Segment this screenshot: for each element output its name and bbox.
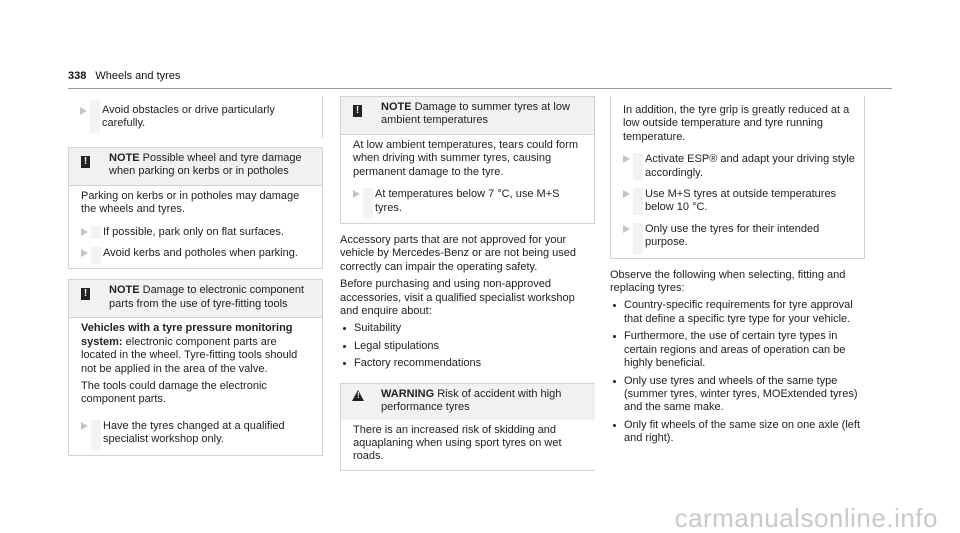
arrow-bullet-icon [81,249,88,257]
exclamation-icon: ! [81,288,90,300]
note-title: Damage to electronic component parts from the use of tyre-fitting tools [109,284,305,310]
list-item: Only fit wheels of the same size on one axle (left and right). [610,419,865,446]
column-2 [340,96,595,471]
note-body-bold: Vehicles with a tyre pressure monitoring system: [81,322,293,348]
list-item [69,243,322,268]
list-item: Factory recommendations [340,357,595,370]
list-item: Suitability [340,322,595,335]
note-box-1 [68,147,323,270]
bullet-shade [633,223,643,254]
list-item: Country-specific requirements for tyre approval that define a specific tyre type for your vehicle. [610,299,865,326]
bullet-shade [91,420,101,451]
note-header [69,148,322,185]
note-header [69,280,322,317]
note-header [341,97,594,134]
exclamation-icon: ! [81,156,90,168]
bullet-shade [90,100,100,133]
column-1 [68,96,323,456]
list-item [611,219,864,258]
bullet-text: At temperatures below 7 °C, use M+S tyres. [375,188,560,214]
list-item [69,222,322,243]
continued-warning-box [610,96,865,259]
bullet-text: Activate ESP® and adapt your driving style accordingly. [645,153,855,179]
note-title: Damage to summer tyres at low ambient temperatures [381,101,570,127]
note-body [69,318,322,415]
warning-header [341,384,595,420]
page-header [68,70,180,83]
header-rule [68,88,892,89]
list-item [341,184,594,223]
paragraph: In addition, the tyre grip is greatly reduced at a low outside temperature and tyre running temperature. [623,104,850,143]
bullet-text: Have the tyres changed at a qualified specialist workshop only. [103,419,285,446]
paragraph: Accessory parts that are not approved for your vehicle by Mercedes-Benz or are not being used correctly can impair the operating safety. [340,234,577,273]
warning-icon: ! [352,390,364,401]
bullet-text: Avoid obstacles or drive particularly carefully. [102,104,275,130]
arrow-bullet-icon [623,190,630,198]
note-body-text-2: The tools could damage the electronic component parts. [81,380,267,406]
note-body: At low ambient temperatures, tears could form when driving with summer tyres, causing permanent damage to the tyre. [353,139,578,178]
section-title: Wheels and tyres [95,70,181,82]
list-item [611,149,864,184]
list-item [69,416,322,455]
bullet-shade [633,188,643,215]
arrow-bullet-icon [623,155,630,163]
watermark: carmanualsonline.info [674,502,938,533]
page-number: 338 [68,70,87,82]
column-divider [322,96,323,138]
note-label: NOTE [381,101,412,113]
warning-box [340,383,595,471]
list-item [611,184,864,219]
bullet-shade [633,153,643,180]
bullet-shade [91,226,101,239]
bullet-text: Use M+S tyres at outside temperatures below 10 °C. [645,188,837,214]
list-item [68,96,323,137]
arrow-bullet-icon [81,422,88,430]
column-3 [610,96,865,450]
bullet-shade [363,188,373,219]
arrow-bullet-icon [81,228,88,236]
note-label: NOTE [109,284,140,297]
arrow-bullet-icon [623,225,630,233]
arrow-bullet-icon [353,190,360,198]
list-item: Furthermore, the use of certain tyre types in certain regions and areas of operation can be highly beneficial. [610,330,865,370]
arrow-bullet-icon [80,107,87,115]
bullet-text: Avoid kerbs and potholes when parking. [103,247,298,260]
note-box-3 [340,96,595,224]
list-item: Legal stipulations [340,340,595,353]
bullet-text: Only use the tyres for their intended purpose. [645,222,820,249]
bullet-text: If possible, park only on flat surfaces. [103,225,284,238]
paragraph: Before purchasing and using non-approved accessories, visit a qualified specialist workshop and enquire about: [340,278,575,318]
top-bullet-box [68,96,323,137]
paragraph: Observe the following when selecting, fitting and replacing tyres: [610,268,846,295]
note-box-2 [68,279,323,455]
note-title: Possible wheel and tyre damage when parking on kerbs or in potholes [109,151,302,178]
note-label: NOTE [109,151,140,164]
exclamation-icon: ! [353,105,362,117]
bullet-shade [91,247,101,264]
list-item: Only use tyres and wheels of the same type (summer tyres, winter tyres, MOExtended tyres) and the same make. [610,375,865,415]
warning-body: There is an increased risk of skidding and aquaplaning when using sport tyres on wet roads. [353,423,562,463]
note-body-text: electronic component parts are located in the wheel. Tyre-fitting tools should not be applied in the area of the valve. [81,335,298,375]
note-body: Parking on kerbs or in potholes may damage the wheels and tyres. [81,189,300,216]
warning-label: WARNING [381,387,435,400]
warning-title: Risk of accident with high performance tyres [381,387,562,414]
